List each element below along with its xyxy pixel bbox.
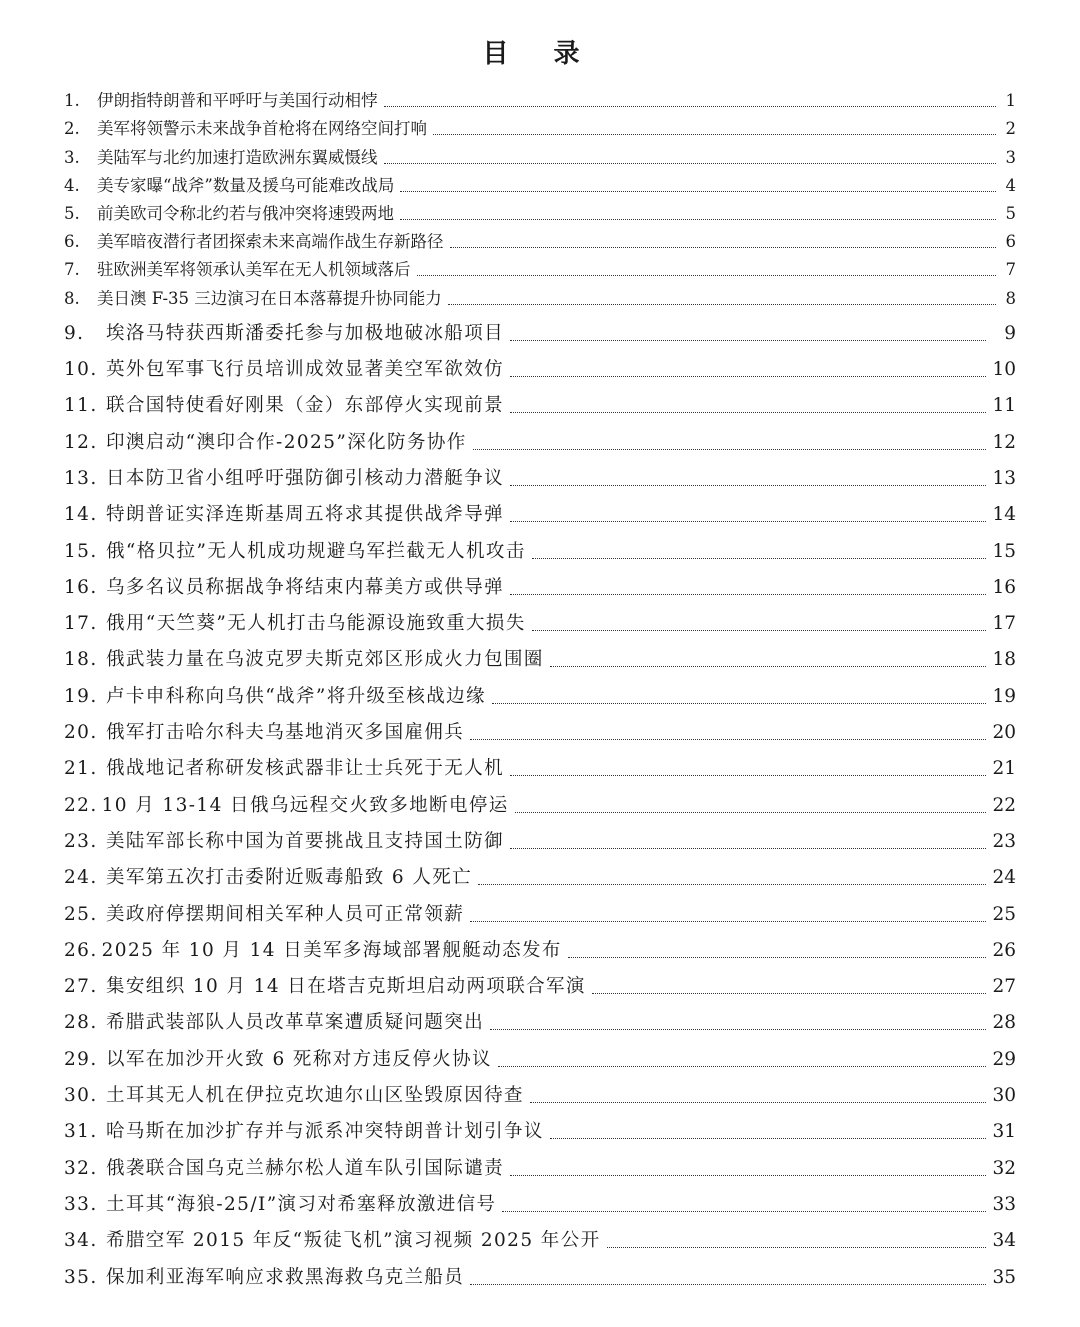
dot-leader [384,106,997,107]
dot-leader [478,884,986,885]
toc-entry[interactable] [64,600,1016,636]
toc-entry-number: 1. [64,91,80,111]
toc-entry-title: 美专家曝“战斧”数量及援乌可能难改战局 [97,175,395,195]
toc-entry-number: 32. [64,1157,98,1179]
toc-entry-number: 12. [64,431,98,453]
toc-entry-title: 美军暗夜潜行者团探索未来高端作战生存新路径 [97,232,444,252]
dot-leader [450,247,997,248]
toc-entry-title: 联合国特使看好刚果（金）东部停火实现前景 [106,395,505,417]
dot-leader [473,449,986,450]
toc-entry[interactable] [64,418,1016,454]
toc-entry-number: 34. [64,1230,98,1252]
toc-entry-page-number: 21 [992,758,1016,780]
toc-entry-number: 7. [64,260,80,280]
toc-entry-page-number: 27 [992,976,1016,998]
toc-entry-page-number: 19 [992,685,1016,707]
toc-entry[interactable] [64,1181,1016,1217]
toc-entry[interactable] [64,112,1016,140]
toc-entry-title: 英外包军事飞行员培训成效显著美空军欲效仿 [106,359,505,381]
toc-entry-page-number: 3 [1005,147,1016,167]
toc-entry-page-number: 20 [992,722,1016,744]
toc-entry-number: 9. [64,322,85,344]
toc-entry-page-number: 29 [992,1048,1016,1070]
dot-leader [470,739,986,740]
toc-entry-number: 35. [64,1266,98,1288]
toc-entry[interactable] [64,1035,1016,1071]
dot-leader [448,304,996,305]
toc-entry[interactable] [64,709,1016,745]
toc-entry[interactable] [64,310,1016,346]
toc-entry-number: 31. [64,1121,98,1143]
dot-leader [470,921,986,922]
toc-entry-number: 8. [64,288,80,308]
toc-entry[interactable] [64,84,1016,112]
toc-entry[interactable] [64,346,1016,382]
toc-entry[interactable] [64,890,1016,926]
toc-entry-page-number: 30 [992,1085,1016,1107]
page-title: 目 录 [482,39,598,69]
toc-entry-number: 21. [64,758,98,780]
dot-leader [384,163,997,164]
toc-entry-page-number: 2 [1005,119,1016,139]
toc-entry[interactable] [64,963,1016,999]
toc-entry-page-number: 32 [992,1157,1016,1179]
dot-leader [492,703,986,704]
dot-leader [607,1247,986,1248]
toc-entry-number: 6. [64,232,80,252]
toc-entry[interactable] [64,225,1016,253]
toc-entry-number: 25. [64,903,98,925]
toc-entry[interactable] [64,745,1016,781]
dot-leader [592,993,986,994]
toc-entry-page-number: 11 [992,395,1016,417]
toc-entry-page-number: 16 [992,576,1016,598]
toc-entry-number: 20. [64,722,98,744]
toc-entry[interactable] [64,169,1016,197]
toc-entry-page-number: 12 [992,431,1016,453]
toc-entry-title: 俄袭联合国乌克兰赫尔松人道车队引国际谴责 [106,1157,505,1179]
toc-entry-number: 26. [64,939,98,961]
toc-entry[interactable] [64,999,1016,1035]
toc-entry[interactable] [64,564,1016,600]
toc-entry-number: 24. [64,867,98,889]
toc-entry-title: 集安组织 10 月 14 日在塔吉克斯坦启动两项联合军演 [106,976,586,998]
toc-entry[interactable] [64,1072,1016,1108]
toc-entry-page-number: 18 [992,649,1016,671]
toc-entry-number: 29. [64,1048,98,1070]
toc-entry-number: 15. [64,540,98,562]
toc-entry-page-number: 15 [992,540,1016,562]
dot-leader [470,1284,986,1285]
toc-entry[interactable] [64,818,1016,854]
toc-entry[interactable] [64,455,1016,491]
dot-leader [532,558,986,559]
toc-entry-page-number: 34 [992,1230,1016,1252]
dot-leader [510,521,986,522]
toc-entry-page-number: 23 [992,830,1016,852]
toc-entry-title: 日本防卫省小组呼吁强防御引核动力潜艇争议 [106,467,505,489]
toc-entry-number: 5. [64,203,80,223]
toc-entry-number: 33. [64,1193,98,1215]
toc-entry[interactable] [64,491,1016,527]
toc-entry-page-number: 9 [1004,322,1016,344]
toc-entry-number: 27. [64,976,98,998]
toc-entry-number: 13. [64,467,98,489]
toc-entry-number: 14. [64,504,98,526]
toc-entry-title: 俄武装力量在乌波克罗夫斯克郊区形成火力包围圈 [106,649,544,671]
dot-leader [400,219,996,220]
toc-entry-number: 16. [64,576,98,598]
dot-leader [433,134,996,135]
toc-entry[interactable] [64,636,1016,672]
toc-entry-number: 18. [64,649,98,671]
toc-entry[interactable] [64,1108,1016,1144]
toc-entry-title: 10 月 13-14 日俄乌远程交火致多地断电停运 [101,794,509,816]
dot-leader [502,1211,986,1212]
toc-entry-title: 哈马斯在加沙扩存并与派系冲突特朗普计划引争议 [106,1121,544,1143]
toc-entry-title: 伊朗指特朗普和平呼吁与美国行动相悖 [97,91,378,111]
toc-entry-number: 10. [64,359,98,381]
toc-entry-page-number: 17 [992,613,1016,635]
toc-entry[interactable] [64,1144,1016,1180]
toc-entry-title: 以军在加沙开火致 6 死称对方违反停火协议 [106,1048,492,1070]
toc-entry[interactable] [64,197,1016,225]
toc-entry-page-number: 33 [992,1193,1016,1215]
toc-entry-number: 22. [64,794,98,816]
toc-entry-number: 23. [64,830,98,852]
toc-entry[interactable] [64,672,1016,708]
toc-entry-page-number: 4 [1005,175,1016,195]
toc-entry-page-number: 6 [1005,232,1016,252]
toc-list [64,84,1016,1290]
dot-leader [530,1102,986,1103]
dot-leader [550,1138,986,1139]
dot-leader [510,1175,986,1176]
toc-entry-page-number: 28 [992,1012,1016,1034]
toc-entry-title: 美军第五次打击委附近贩毒船致 6 人死亡 [106,867,473,889]
toc-entry-page-number: 14 [992,504,1016,526]
toc-entry-number: 19. [64,685,98,707]
dot-leader [510,376,986,377]
dot-leader [400,191,996,192]
toc-entry-title: 埃洛马特获西斯潘委托参与加极地破冰船项目 [106,322,505,344]
dot-leader [510,775,986,776]
toc-entry-title: 俄“格贝拉”无人机成功规避乌军拦截无人机攻击 [106,540,526,562]
dot-leader [532,630,986,631]
toc-entry-page-number: 8 [1005,288,1016,308]
toc-entry-page-number: 35 [992,1266,1016,1288]
dot-leader [510,340,986,341]
dot-leader [498,1066,986,1067]
toc-entry-page-number: 13 [992,467,1016,489]
toc-entry[interactable] [64,281,1016,309]
toc-entry-page-number: 10 [992,359,1016,381]
toc-entry-number: 11. [64,395,98,417]
toc-entry[interactable] [64,854,1016,890]
dot-leader [510,412,986,413]
toc-entry-title: 前美欧司令称北约若与俄冲突将速毁两地 [97,203,394,223]
toc-entry-title: 美政府停摆期间相关军种人员可正常领薪 [106,903,465,925]
toc-entry[interactable] [64,927,1016,963]
toc-entry-title: 土耳其无人机在伊拉克坎迪尔山区坠毁原因待查 [106,1085,524,1107]
toc-entry[interactable] [64,781,1016,817]
toc-entry-title: 驻欧洲美军将领承认美军在无人机领域落后 [97,260,411,280]
dot-leader [515,812,986,813]
toc-entry-title: 乌多名议员称据战争将结束内幕美方或供导弹 [106,576,505,598]
toc-entry-number: 4. [64,175,80,195]
dot-leader [417,275,997,276]
toc-entry-title: 印澳启动“澳印合作-2025”深化防务协作 [106,431,467,453]
toc-entry-page-number: 7 [1005,260,1016,280]
toc-entry-title: 卢卡申科称向乌供“战斧”将升级至核战边缘 [106,685,486,707]
toc-entry-title: 希腊武装部队人员改革草案遭质疑问题突出 [106,1012,485,1034]
dot-leader [510,594,986,595]
toc-entry-number: 30. [64,1085,98,1107]
toc-entry-number: 17. [64,613,98,635]
dot-leader [510,848,986,849]
toc-entry-title: 俄战地记者称研发核武器非让士兵死于无人机 [106,758,505,780]
toc-entry-page-number: 1 [1005,91,1016,111]
toc-entry-title: 美陆军部长称中国为首要挑战且支持国土防御 [106,830,505,852]
toc-entry-title: 俄军打击哈尔科夫乌基地消灭多国雇佣兵 [106,722,465,744]
toc-entry-title: 特朗普证实泽连斯基周五将求其提供战斧导弹 [106,504,505,526]
dot-leader [550,666,986,667]
toc-entry-page-number: 25 [992,903,1016,925]
toc-entry-page-number: 24 [992,867,1016,889]
toc-entry-title: 保加利亚海军响应求救黑海救乌克兰船员 [106,1266,465,1288]
toc-entry-title: 美陆军与北约加速打造欧洲东翼威慑线 [97,147,378,167]
toc-entry-number: 2. [64,119,80,139]
toc-entry-title: 希腊空军 2015 年反“叛徒飞机”演习视频 2025 年公开 [106,1230,601,1252]
toc-entry[interactable] [64,1253,1016,1289]
toc-entry[interactable] [64,1217,1016,1253]
toc-entry-page-number: 22 [992,794,1016,816]
toc-entry-title: 美日澳 F-35 三边演习在日本落幕提升协同能力 [97,288,442,308]
dot-leader [568,957,986,958]
toc-entry[interactable] [64,140,1016,168]
toc-entry-page-number: 26 [992,939,1016,961]
toc-entry-title: 土耳其“海狼-25/I”演习对希塞释放激进信号 [106,1193,497,1215]
toc-entry-title: 美军将领警示未来战争首枪将在网络空间打响 [97,119,427,139]
toc-entry-page-number: 5 [1005,203,1016,223]
toc-entry-title: 俄用“天竺葵”无人机打击乌能源设施致重大损失 [106,613,526,635]
toc-entry-number: 28. [64,1012,98,1034]
dot-leader [490,1029,986,1030]
toc-entry[interactable] [64,253,1016,281]
toc-entry-page-number: 31 [992,1121,1016,1143]
toc-entry-number: 3. [64,147,80,167]
dot-leader [510,485,986,486]
toc-entry[interactable] [64,527,1016,563]
toc-entry-title: 2025 年 10 月 14 日美军多海域部署舰艇动态发布 [101,939,562,961]
toc-entry[interactable] [64,382,1016,418]
